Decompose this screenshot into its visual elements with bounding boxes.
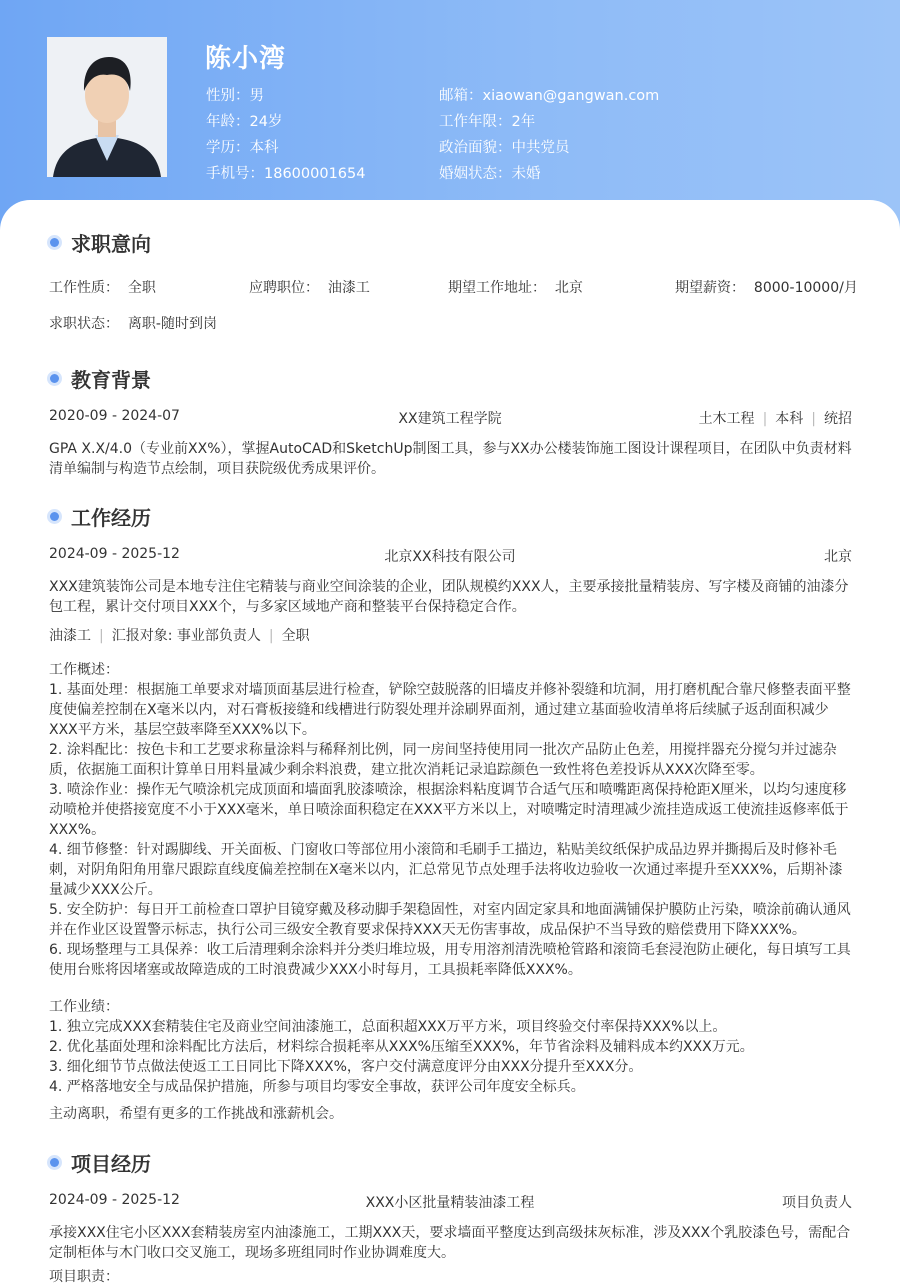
- section-education: [48, 365, 151, 391]
- section-bullet-icon: [50, 1158, 59, 1167]
- marital-status: 婚姻状态：未婚: [439, 166, 541, 182]
- overview-item: 5. 安全防护：每日开工前检查口罩护目镜穿戴及移动脚手架稳固性，对室内固定家具和地面满铺保护膜防止污染，喷涂前确认通风并在作业区设置警示标志，执行公司三级安全教育要求保持XXX天无伤害事故，成品保护不当导致的赔偿费用下降XXX%。: [49, 902, 851, 938]
- job-position: [249, 277, 370, 297]
- label: 期望薪资：: [675, 280, 745, 296]
- job-status: [49, 313, 217, 333]
- overview-item: 2. 涂料配比：按色卡和工艺要求称量涂料与稀释剂比例，同一房间坚持使用同一批次产品防止色差，用搅拌器充分搅匀并过滤杂质，依据施工面积计算单日用料量减少剩余料浪费，建立批次消耗记录追踪颜色一致性将色差投诉从XXX次降至零。: [49, 742, 837, 778]
- value: 离职-随时到岗: [127, 316, 217, 332]
- overview-item: 4. 细节修整：针对踢脚线、开关面板、门窗收口等部位用小滚筒和毛刷手工描边，粘贴美纹纸保护成品边界并撕揭后及时修补毛刺，对阴角阳角用靠尺跟踪直线度偏差控制在X毫米以内，汇总常见节点处理手法将收边验收一次通过率提升至XXX%，后期补漆量减少XXX公斤。: [49, 842, 843, 898]
- work-role: 油漆工: [49, 628, 91, 644]
- section-title: 工作经历: [71, 505, 151, 530]
- job-salary: [675, 277, 858, 297]
- job-location: [448, 277, 583, 297]
- edu-meta: 土木工程 | 本科 | 统招: [698, 411, 852, 427]
- work-results: [49, 997, 852, 1097]
- job-nature: [49, 277, 156, 297]
- education-level: 学历：本科: [206, 140, 279, 156]
- work-date: 2024-09 - 2025-12: [49, 546, 180, 562]
- section-title: 求职意向: [71, 231, 151, 256]
- work-jobtype: 全职: [281, 628, 310, 644]
- edu-school: XX建筑工程学院: [398, 411, 502, 427]
- work-company: 北京XX科技有限公司: [384, 549, 516, 565]
- value: 8000-10000/月: [753, 280, 858, 296]
- work-meta: 油漆工 | 汇报对象: 事业部负责人 | 全职: [49, 628, 310, 644]
- result-item: 4. 严格落地安全与成品保护措施，所参与项目均零安全事故，获评公司年度安全标兵。: [49, 1079, 585, 1095]
- section-bullet-icon: [50, 374, 59, 383]
- avatar-photo: [47, 37, 167, 177]
- age: 年龄：24岁: [206, 114, 283, 130]
- edu-date: 2020-09 - 2024-07: [49, 408, 180, 424]
- edu-description: GPA X.X/4.0（专业前XX%），掌握AutoCAD和SketchUp制图工具，参与XX办公楼装饰施工图设计课程项目，在团队中负责材料清单编制与构造节点绘制，项目获院级优秀成果评价。: [49, 441, 852, 477]
- section-title: 项目经历: [71, 1151, 151, 1176]
- work-overview: [49, 660, 852, 980]
- political-status: 政治面貌：中共党员: [439, 140, 570, 156]
- work-years: 工作年限：2年: [439, 114, 536, 130]
- result-item: 3. 细化细节节点做法使返工工日同比下降XXX%，客户交付满意度评分由XXX分提升至XXX分。: [49, 1059, 643, 1075]
- results-title: 工作业绩：: [49, 999, 119, 1015]
- section-title: 教育背景: [71, 367, 151, 392]
- label: 期望工作地址：: [448, 280, 546, 296]
- overview-item: 3. 喷涂作业：操作无气喷涂机完成顶面和墙面乳胶漆喷涂，根据涂料粘度调节合适气压和喷嘴距离保持枪距X厘米，以均匀速度移动喷枪并使搭接宽度不小于XXX毫米，单日喷涂面积稳定在XXX平方米以上，对喷嘴定时清理减少流挂造成返工使流挂返修率低于XXX%。: [49, 782, 849, 838]
- edu-major: 土木工程: [698, 411, 755, 427]
- result-item: 2. 优化基面处理和涂料配比方法后，材料综合损耗率从XXX%压缩至XXX%，年节省涂料及辅料成本约XXX万元。: [49, 1039, 754, 1055]
- section-bullet-icon: [50, 238, 59, 247]
- project-description: 承接XXX住宅小区XXX套精装房室内油漆施工，工期XXX天，要求墙面平整度达到高级抹灰标准，涉及XXX个乳胶漆色号，需配合定制柜体与木门收口交叉施工，现场多班组同时作业协调难度大。: [49, 1225, 851, 1261]
- label: 工作性质：: [49, 280, 119, 296]
- section-work: [48, 503, 151, 529]
- overview-title: 工作概述：: [49, 662, 119, 678]
- edu-type: 统招: [824, 411, 852, 427]
- work-report: 汇报对象: 事业部负责人: [111, 628, 261, 644]
- project-role: 项目负责人: [782, 1195, 852, 1211]
- phone: 手机号：18600001654: [206, 166, 366, 182]
- overview-item: 6. 现场整理与工具保养：收工后清理剩余涂料并分类归堆垃圾，用专用溶剂清洗喷枪管路和滚筒毛套浸泡防止硬化，每日填写工具使用台账将因堵塞或故障造成的工时浪费减少XXX小时每月，工具损耗率降低XXX%。: [49, 942, 851, 978]
- label: 求职状态：: [49, 316, 119, 332]
- value: 北京: [554, 280, 583, 296]
- email: 邮箱：xiaowan@gangwan.com: [439, 88, 660, 104]
- value: 全职: [127, 280, 156, 296]
- overview-item: 1. 基面处理：根据施工单要求对墙顶面基层进行检查，铲除空鼓脱落的旧墙皮并修补裂缝和坑洞，用打磨机配合靠尺修整表面平整度使偏差控制在X毫米以内，对石膏板接缝和线槽进行防裂处理并涂刷界面剂，通过建立基面验收清单将后续腻子返刮面积减少XXX平方米，基层空鼓率降至XXX%以下。: [49, 682, 851, 738]
- label: 应聘职位：: [249, 280, 319, 296]
- work-city: 北京: [824, 549, 852, 565]
- gender: 性别：男: [206, 88, 264, 104]
- section-job-intent: [48, 229, 151, 255]
- project-name: XXX小区批量精装油漆工程: [365, 1195, 535, 1211]
- company-description: XXX建筑装饰公司是本地专注住宅精装与商业空间涂装的企业，团队规模约XXX人，主要承接批量精装房、写字楼及商铺的油漆分包工程，累计交付项目XXX个，与多家区域地产商和整装平台保持稳定合作。: [49, 579, 849, 615]
- leave-reason: 主动离职，希望有更多的工作挑战和涨薪机会。: [49, 1106, 343, 1122]
- candidate-name: 陈小湾: [205, 44, 287, 74]
- project-duty-title: 项目职责：: [49, 1269, 119, 1285]
- section-bullet-icon: [50, 512, 59, 521]
- result-item: 1. 独立完成XXX套精装住宅及商业空间油漆施工，总面积超XXX万平方米，项目终验交付率保持XXX%以上。: [49, 1019, 727, 1035]
- section-project: [48, 1149, 151, 1175]
- edu-degree: 本科: [775, 411, 804, 427]
- project-date: 2024-09 - 2025-12: [49, 1192, 180, 1208]
- value: 油漆工: [327, 280, 370, 296]
